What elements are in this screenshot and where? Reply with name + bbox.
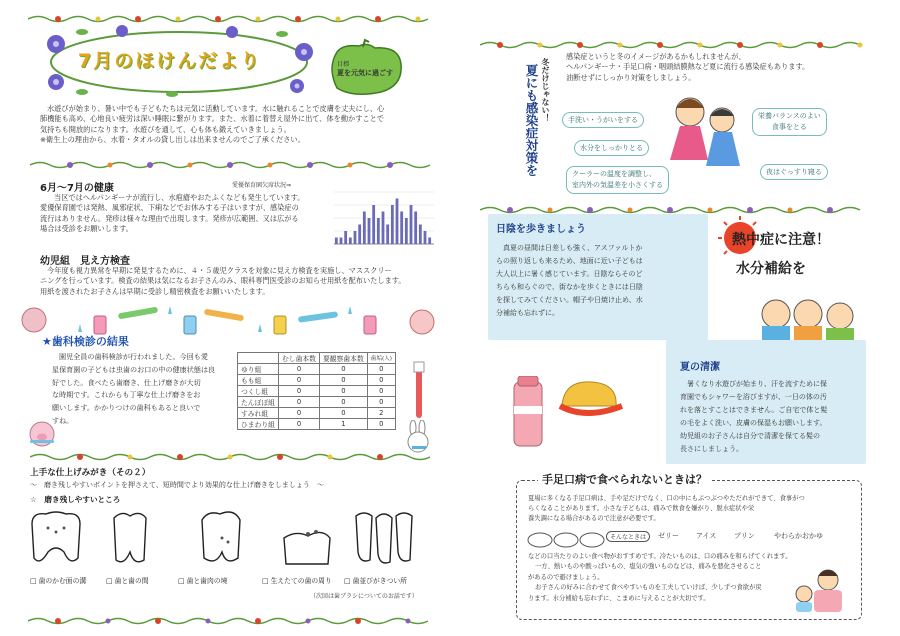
summer-line: 油断せずにしっかり対策をしましょう。 <box>566 72 696 82</box>
dental-line: 願いします。かかりつけの歯科もあると良いで <box>52 403 201 413</box>
chart-bar <box>405 218 408 244</box>
food-bowls-illustration <box>526 522 606 550</box>
hfmd-paragraph <box>528 494 852 524</box>
hfmd-line: があるので避けましょう。 <box>528 573 604 581</box>
shade-line: ちらも和らぐので、街なかを歩くときには日陰 <box>496 283 643 291</box>
dental-line: 好でした。食べたら歯磨き、仕上げ磨きが大切 <box>52 377 201 387</box>
chart-bar <box>396 199 399 245</box>
table-cell: 0 <box>279 408 320 419</box>
dental-results-table <box>237 352 396 430</box>
intro-note: ※衛生上の理由から、水着・タオルの貸し出しは出来ませんのでご了承ください。 <box>40 135 305 145</box>
chart-bar <box>377 218 380 244</box>
tip-nutrition <box>752 108 827 136</box>
chart-bar <box>410 205 413 244</box>
brushing-label: ☆ 磨き残しやすいところ <box>30 495 121 504</box>
table-cell: たんぽぽ組 <box>238 397 279 408</box>
checklist-item[interactable]: □ 歯のかむ面の溝 <box>30 577 87 585</box>
hfmd-line: 一方、熱いものや酸っぱいもの、塩気の強いものなどは、痛みを悪化させること <box>535 563 762 571</box>
table-cell: 0 <box>279 386 320 397</box>
clean-line: 長さにしましょう。 <box>680 445 743 453</box>
table-row <box>238 408 396 419</box>
hfmd-line: ります。水分補給も忘れずに、こまめに与えることが大切です。 <box>528 594 710 602</box>
tip-sleep: 夜はぐっすり寝る <box>760 164 828 180</box>
vision-line: 用紙を渡されたお子さんは早期に受診し精密検査をお願いいたします。 <box>40 286 270 296</box>
table-header-cell <box>238 353 279 364</box>
clean-line: の毛をよく洗い、皮膚の保湿もお願いします。 <box>680 419 827 427</box>
table-cell: 0 <box>279 397 320 408</box>
chart-bar <box>349 238 352 245</box>
newsletter-title: 7月のほけんだより <box>78 50 262 72</box>
toothbrush-illustration <box>408 360 430 420</box>
chart-bar <box>428 238 431 245</box>
dental-line: すね。 <box>52 415 74 425</box>
health-line: 流行はありません。発疹は様々な理由で出現します。発疹が広範囲、又は広がる <box>40 213 299 223</box>
health-heading: 6月～7月の健康 <box>40 183 114 194</box>
table-header-row <box>238 353 396 364</box>
shade-line: 真夏の昼間は日差しも強く、アスファルトか <box>503 244 643 252</box>
table-cell: 1 <box>319 419 367 430</box>
dental-line: な時期です。これからも丁寧な仕上げ磨きをお <box>52 390 201 400</box>
food-item: ゼリー <box>658 532 679 540</box>
table-cell: 0 <box>367 375 395 386</box>
table-row <box>238 364 396 375</box>
goal-text <box>337 61 393 77</box>
health-paragraph <box>40 193 330 235</box>
heatstroke-title: 熱中症に注意！ <box>732 232 830 248</box>
tip-nutrition-line: 食事をとる <box>771 123 807 131</box>
chart-bar <box>358 225 361 245</box>
chart-bar <box>335 238 338 245</box>
table-header-cell: むし歯本数 <box>279 353 320 364</box>
vine-border-top-right <box>480 40 870 50</box>
vine-divider-2 <box>30 452 440 462</box>
teeth-illustrations <box>26 508 436 572</box>
food-item: やわらかおかゆ <box>774 532 823 540</box>
table-header-cell: 歯垢(人) <box>367 353 395 364</box>
dental-heading: ★歯科検診の結果 <box>42 335 129 348</box>
tip-hydrate: 水分をしっかりとる <box>574 140 649 156</box>
hfmd-heading: 手足口病で食べられないときは？ <box>538 471 711 487</box>
table-cell: 0 <box>279 375 320 386</box>
intro-line: 肺機能も高め、心地良い疲労は深い睡眠に繋がります。また、水着に着替え屋外に出て、体を動かすことで <box>40 114 384 124</box>
chart-bar <box>368 218 371 244</box>
brushing-next-note: （次回は歯ブラシについてのお話です） <box>310 593 418 600</box>
hfmd-line: お子さんの好みに合わせて食べやすいものを工夫していけば、少しずつ食欲が戻 <box>535 584 762 592</box>
shade-line: らの照り返しも来るため、地面に近い子どもは <box>496 257 643 265</box>
chart-bar <box>354 231 357 244</box>
chart-bar <box>363 212 366 245</box>
table-cell: ゆり組 <box>238 364 279 375</box>
table-cell: もも組 <box>238 375 279 386</box>
shade-line: 分補給も忘れずに。 <box>496 309 559 317</box>
hydration-title: 水分補給を <box>736 261 806 277</box>
table-cell: 0 <box>279 419 320 430</box>
table-cell: ひまわり組 <box>238 419 279 430</box>
checklist-item[interactable]: □ 歯と歯の間 <box>106 577 149 585</box>
vision-paragraph <box>40 266 440 297</box>
table-cell: 0 <box>279 364 320 375</box>
chart-bar <box>400 212 403 245</box>
hfmd-line: 養失調になる場合があるので注意が必要です。 <box>528 515 660 522</box>
bunny-illustration <box>402 420 434 454</box>
table-header-cell: 要観察歯本数 <box>319 353 367 364</box>
vision-line: ニングを行っています。検査の結果は気になるお子さんのみ、眼科専門医受診のお知らせ用紙を配布いたします。 <box>40 276 406 286</box>
water-bottle-icon <box>508 376 548 448</box>
dental-line: 園児全員の歯科検診が行われました。今回も愛 <box>59 352 208 361</box>
recommend-label: そんなときは <box>606 531 650 542</box>
table-cell: 0 <box>319 397 367 408</box>
table-cell: 0 <box>367 419 395 430</box>
shade-line: を探してみてください。帽子や日焼け止め、水 <box>496 296 643 304</box>
table-row <box>238 386 396 397</box>
tip-aircon <box>566 166 669 194</box>
goal-value: 夏を元気に過ごす <box>337 69 393 77</box>
summer-line: 感染症というと冬のイメージがあるかもしれませんが、 <box>566 52 746 61</box>
summer-line: ヘルパンギーナ・手足口病・咽頭結膜熱など夏に流行る感染症もあります。 <box>566 62 810 72</box>
shade-heading: 日陰を歩きましょう <box>496 224 586 235</box>
table-row <box>238 375 396 386</box>
absence-chart <box>326 186 436 252</box>
pig-illustration <box>26 418 58 450</box>
clean-line: 育園でもシャワーを浴びますが、一日の体の汚 <box>680 393 827 401</box>
chart-bar <box>382 212 385 245</box>
checklist-item[interactable]: □ 歯並びがきつい所 <box>344 577 407 585</box>
table-row <box>238 397 396 408</box>
table-cell: すみれ組 <box>238 408 279 419</box>
food-item: プリン <box>734 532 755 540</box>
intro-paragraph <box>40 104 440 146</box>
table-cell: 0 <box>367 397 395 408</box>
table-cell: 0 <box>319 364 367 375</box>
clean-heading: 夏の清潔 <box>680 362 720 373</box>
summer-paragraph <box>566 52 866 83</box>
health-line: 当区ではヘルパンギーナが流行し、水疱瘡やおたふくなども発生しています。 <box>54 193 305 202</box>
children-illustration <box>660 90 750 170</box>
tip-aircon-line: クーラーの温度を調整し、 <box>572 170 656 178</box>
table-cell: 0 <box>319 375 367 386</box>
brushing-heading: 上手な仕上げみがき（その２） <box>30 468 151 478</box>
chart-bar <box>414 212 417 245</box>
chart-caption: 愛優保育園欠席状況⇒ <box>232 182 292 189</box>
table-cell: つくし組 <box>238 386 279 397</box>
chart-bar <box>386 225 389 245</box>
dental-paragraph <box>52 351 236 428</box>
chart-bar <box>424 231 427 244</box>
table-cell: 2 <box>367 408 395 419</box>
vine-divider-1 <box>30 160 440 170</box>
mother-child-illustration <box>788 566 850 614</box>
shade-paragraph <box>496 242 702 320</box>
health-line: 愛優保育園では発熱、風邪症状、下痢などでお休みする子はいますが、感染症の <box>40 203 299 213</box>
intro-line: 水遊びが始まり、暑い中でも子どもたちは元気に活動しています。水に触れることで皮膚を丈夫にし、心 <box>47 104 385 113</box>
table-cell: 0 <box>367 364 395 375</box>
table-cell: 0 <box>319 408 367 419</box>
tip-nutrition-line: 栄養バランスのよい <box>758 112 821 120</box>
checklist-item[interactable]: □ 生えたての歯の周り <box>262 577 332 585</box>
tip-aircon-line: 室内外の気温差を小さくする <box>572 181 663 189</box>
chart-bar <box>419 225 422 245</box>
chart-bar <box>391 205 394 244</box>
table-cell: 0 <box>367 386 395 397</box>
hfmd-line: などの口当たりのよい食べ物がおすすめです。冷たいものは、口の痛みを和らげてくれます。 <box>528 553 792 560</box>
hfmd-line: らくなることがあります。小さな子どもは、痛みで飲食を嫌がり、脱水症状や栄 <box>528 505 755 512</box>
summer-title: 夏にも感染症対策を <box>524 64 539 177</box>
goal-label: 目標 <box>337 61 350 68</box>
shade-box <box>488 214 708 340</box>
vine-border-bottom-left <box>28 616 438 626</box>
table-cell: 0 <box>319 386 367 397</box>
dental-line: 星保育園の子どもは虫歯のお口の中の健康状態は良 <box>52 364 216 374</box>
vision-line: 今年度も視力異常を早期に発見するために、４・５歳児クラスを対象に見え方検査を実施し、マススクリー <box>47 266 392 275</box>
chart-bar <box>340 238 343 245</box>
tip-handwash: 手洗い・うがいをする <box>562 112 644 128</box>
vision-heading: 幼児組 見え方検査 <box>40 256 130 267</box>
clean-line: 幼児組のお子さんは自分で清潔を保てる髪の <box>680 432 820 440</box>
health-line: 場合は受診をお願いします。 <box>40 224 133 234</box>
clean-line: 暑くなり水遊びが始まり、汗を流すために保 <box>687 380 827 388</box>
table-row <box>238 419 396 430</box>
cap-icon <box>556 376 624 422</box>
clean-paragraph <box>680 378 866 456</box>
brushing-subtitle: ～ 磨き残しやすいポイントを押さえて、短時間でより効果的な仕上げ磨きをしましょう ～ <box>30 481 324 489</box>
food-item: アイス <box>696 532 717 540</box>
clean-line: れを落とすことはできません。ご自宅で体と髪 <box>680 406 828 414</box>
hfmd-line: 夏場に多くなる手足口病は、手や足だけでなく、口の中にもぶつぶつやただれができて、食事がつ <box>528 495 805 502</box>
summer-subtitle: 冬だけじゃない！ <box>541 58 550 122</box>
shade-line: 大人以上に暑く感じています。日陰ならそのど <box>496 270 643 278</box>
chart-bar <box>344 231 347 244</box>
intro-line: 気持ちも開放的になります。水遊びを通して、心も体も鍛えていきましょう。 <box>40 124 291 134</box>
checklist-item[interactable]: □ 歯と歯肉の境 <box>178 577 228 585</box>
clean-box <box>666 340 866 464</box>
summer-title-vertical <box>520 58 554 198</box>
chart-bar <box>372 205 375 244</box>
